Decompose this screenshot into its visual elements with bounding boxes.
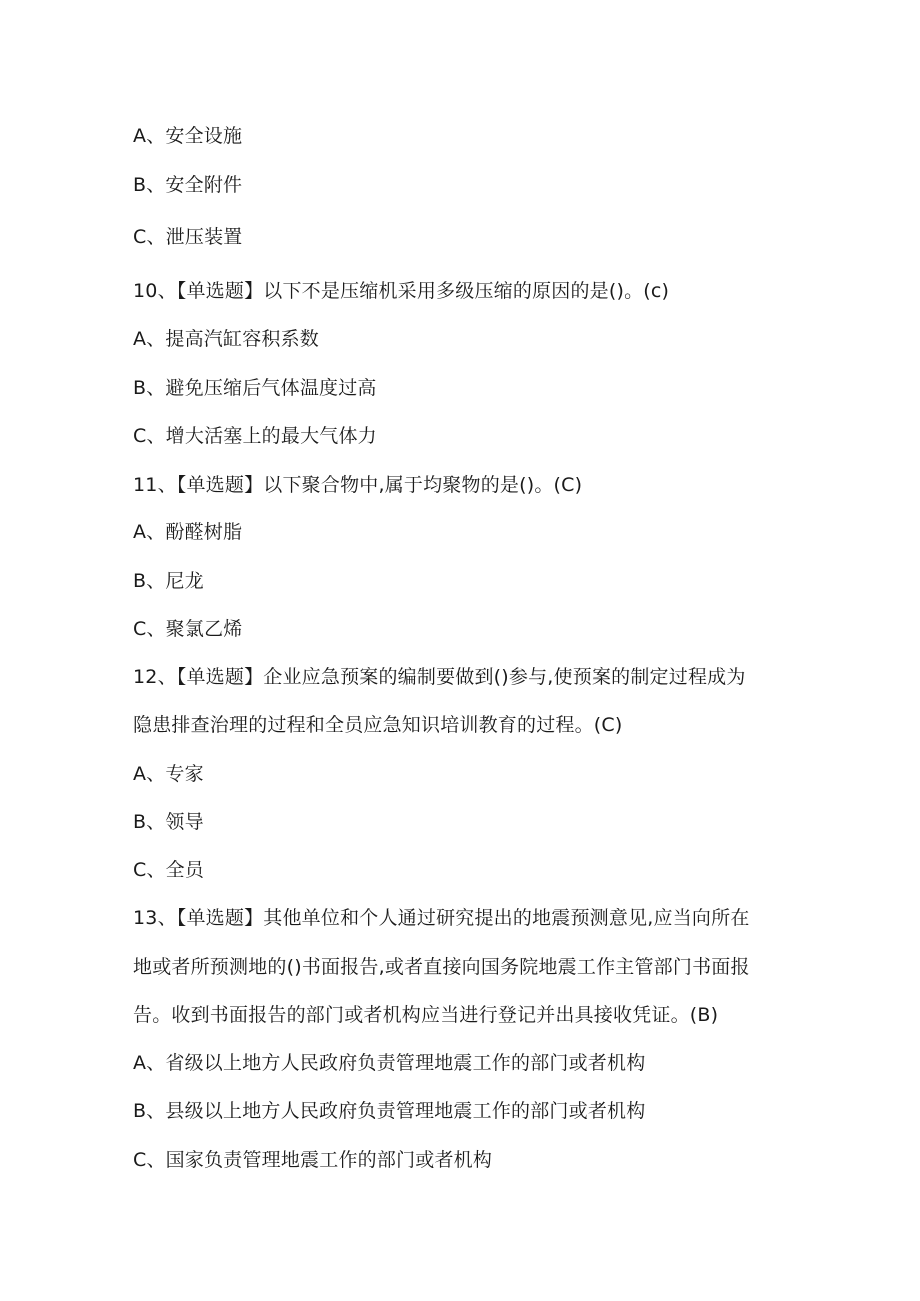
- q11-option-a: A、酚醛树脂: [133, 521, 243, 543]
- q12-option-c: C、全员: [133, 859, 205, 881]
- q11-question: 11、【单选题】以下聚合物中,属于均聚物的是()。(C): [133, 474, 583, 496]
- q12-option-b: B、领导: [133, 811, 204, 833]
- q9-option-c: C、泄压装置: [133, 226, 243, 248]
- q9-option-a: A、安全设施: [133, 125, 243, 147]
- q12-question-line1: 12、【单选题】企业应急预案的编制要做到()参与,使预案的制定过程成为: [133, 666, 746, 688]
- q12-option-a: A、专家: [133, 763, 204, 785]
- q13-option-c: C、国家负责管理地震工作的部门或者机构: [133, 1149, 493, 1171]
- q9-option-b: B、安全附件: [133, 174, 243, 196]
- q12-question-line2: 隐患排查治理的过程和全员应急知识培训教育的过程。(C): [133, 714, 623, 736]
- q11-option-c: C、聚氯乙烯: [133, 618, 243, 640]
- q11-option-b: B、尼龙: [133, 570, 204, 592]
- q10-option-c: C、增大活塞上的最大气体力: [133, 425, 377, 447]
- q13-question-line3: 告。收到书面报告的部门或者机构应当进行登记并出具接收凭证。(B): [133, 1004, 719, 1026]
- q10-option-b: B、避免压缩后气体温度过高: [133, 377, 377, 399]
- q10-option-a: A、提高汽缸容积系数: [133, 328, 319, 350]
- q10-question: 10、【单选题】以下不是压缩机采用多级压缩的原因的是()。(c): [133, 280, 670, 302]
- q13-question-line2: 地或者所预测地的()书面报告,或者直接向国务院地震工作主管部门书面报: [133, 956, 750, 978]
- q13-option-b: B、县级以上地方人民政府负责管理地震工作的部门或者机构: [133, 1100, 646, 1122]
- q13-question-line1: 13、【单选题】其他单位和个人通过研究提出的地震预测意见,应当向所在: [133, 907, 750, 929]
- q13-option-a: A、省级以上地方人民政府负责管理地震工作的部门或者机构: [133, 1052, 646, 1074]
